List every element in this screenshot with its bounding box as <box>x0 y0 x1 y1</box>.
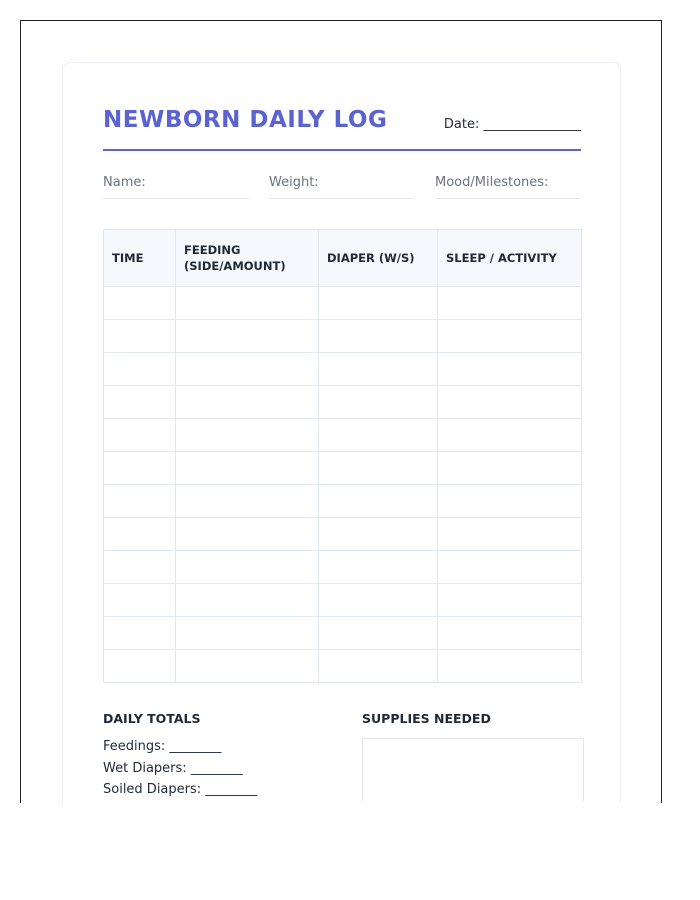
cell-feeding[interactable] <box>176 320 319 353</box>
cell-feeding[interactable] <box>176 386 319 419</box>
table-row <box>104 320 582 353</box>
cell-time[interactable] <box>104 287 176 320</box>
daily-totals-heading: DAILY TOTALS <box>103 711 201 726</box>
table-row <box>104 584 582 617</box>
wet-diapers-total[interactable]: Wet Diapers: ________ <box>103 760 243 776</box>
cell-time[interactable] <box>104 353 176 386</box>
column-header-time: TIME <box>104 230 176 287</box>
table-row <box>104 617 582 650</box>
cell-diaper[interactable] <box>319 584 438 617</box>
cell-time[interactable] <box>104 518 176 551</box>
log-table <box>103 229 582 683</box>
feeding-header-text: FEEDING (SIDE/AMOUNT) <box>184 243 286 273</box>
cell-feeding[interactable] <box>176 518 319 551</box>
cell-diaper[interactable] <box>319 617 438 650</box>
table-row <box>104 650 582 683</box>
cell-sleep-activity[interactable] <box>438 650 582 683</box>
cell-feeding[interactable] <box>176 452 319 485</box>
cell-diaper[interactable] <box>319 353 438 386</box>
column-header-diaper: DIAPER (W/S) <box>319 230 438 287</box>
cell-sleep-activity[interactable] <box>438 386 582 419</box>
cell-sleep-activity[interactable] <box>438 584 582 617</box>
cell-sleep-activity[interactable] <box>438 287 582 320</box>
cell-time[interactable] <box>104 485 176 518</box>
page-title: NEWBORN DAILY LOG <box>103 107 388 133</box>
cell-time[interactable] <box>104 617 176 650</box>
cell-sleep-activity[interactable] <box>438 353 582 386</box>
supplies-section <box>362 711 584 801</box>
header <box>103 107 581 151</box>
cell-feeding[interactable] <box>176 419 319 452</box>
cell-feeding[interactable] <box>176 353 319 386</box>
mood-milestones-field[interactable]: Mood/Milestones: <box>435 171 581 199</box>
page-frame <box>20 20 662 803</box>
cell-time[interactable] <box>104 584 176 617</box>
table-row <box>104 353 582 386</box>
cell-sleep-activity[interactable] <box>438 452 582 485</box>
cell-diaper[interactable] <box>319 320 438 353</box>
cell-diaper[interactable] <box>319 551 438 584</box>
column-header-feeding <box>176 230 319 287</box>
cell-sleep-activity[interactable] <box>438 419 582 452</box>
table-row <box>104 518 582 551</box>
cell-diaper[interactable] <box>319 650 438 683</box>
table-row <box>104 452 582 485</box>
date-field[interactable]: Date: _______________ <box>443 117 581 132</box>
table-row <box>104 419 582 452</box>
cell-diaper[interactable] <box>319 452 438 485</box>
soiled-diapers-total[interactable]: Soiled Diapers: ________ <box>103 782 258 797</box>
cell-diaper[interactable] <box>319 485 438 518</box>
column-header-sleep-activity: SLEEP / ACTIVITY <box>438 230 582 287</box>
weight-field[interactable]: Weight: <box>269 171 415 199</box>
cell-diaper[interactable] <box>319 287 438 320</box>
cell-feeding[interactable] <box>176 551 319 584</box>
table-row <box>104 386 582 419</box>
cell-time[interactable] <box>104 452 176 485</box>
supplies-heading: SUPPLIES NEEDED <box>362 711 491 726</box>
table-row <box>104 485 582 518</box>
cell-feeding[interactable] <box>176 485 319 518</box>
cell-feeding[interactable] <box>176 617 319 650</box>
cell-diaper[interactable] <box>319 419 438 452</box>
log-card <box>62 62 621 803</box>
table-row <box>104 551 582 584</box>
cell-time[interactable] <box>104 551 176 584</box>
cell-diaper[interactable] <box>319 518 438 551</box>
cell-time[interactable] <box>104 320 176 353</box>
table-row <box>104 287 582 320</box>
cell-sleep-activity[interactable] <box>438 551 582 584</box>
supplies-box[interactable] <box>362 738 584 801</box>
cell-sleep-activity[interactable] <box>438 485 582 518</box>
cell-sleep-activity[interactable] <box>438 518 582 551</box>
feedings-total[interactable]: Feedings: ________ <box>103 739 222 754</box>
cell-diaper[interactable] <box>319 386 438 419</box>
table-header-row <box>104 230 582 287</box>
cell-sleep-activity[interactable] <box>438 320 582 353</box>
info-fields <box>103 171 581 199</box>
name-field[interactable]: Name: <box>103 171 249 199</box>
cell-sleep-activity[interactable] <box>438 617 582 650</box>
daily-totals-section <box>103 711 343 801</box>
cell-feeding[interactable] <box>176 584 319 617</box>
cell-time[interactable] <box>104 650 176 683</box>
cell-time[interactable] <box>104 386 176 419</box>
cell-feeding[interactable] <box>176 287 319 320</box>
cell-feeding[interactable] <box>176 650 319 683</box>
cell-time[interactable] <box>104 419 176 452</box>
